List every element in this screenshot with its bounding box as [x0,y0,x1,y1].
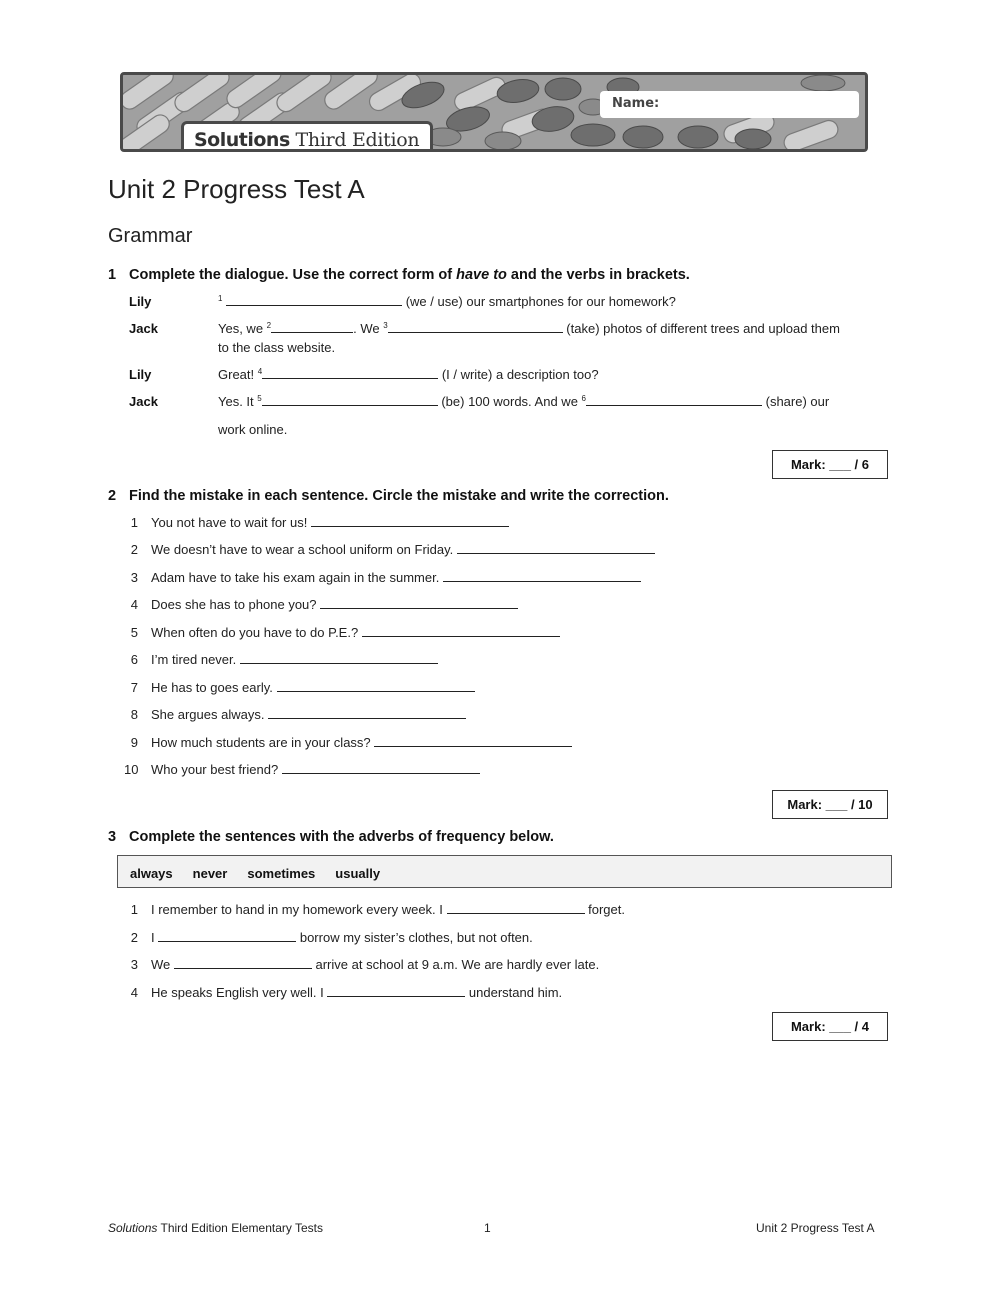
mistake-sentence [151,515,509,530]
gap-number: 2 [266,321,272,330]
header-banner [120,72,868,152]
sentence-text: He has to goes early. [151,680,273,695]
correction-blank[interactable] [374,735,572,747]
correction-blank[interactable] [240,652,438,664]
exercise-3-number: 3 [108,829,117,845]
item-number: 3 [130,570,138,585]
mistake-sentence [151,652,438,667]
correction-blank[interactable] [268,707,466,719]
item-number: 2 [130,930,138,945]
adverb-blank[interactable] [327,985,465,997]
mistake-sentence [151,762,480,777]
correction-blank[interactable] [282,762,480,774]
brand-tab [181,121,433,152]
page-number: 1 [484,1221,491,1235]
dialogue-speaker: Jack [129,321,158,336]
dialogue-text: (take) photos of different trees and upload them [562,321,840,336]
dialogue-text: (I / write) a description too? [438,367,599,382]
exercise-2-instruction [108,488,669,504]
footer-brand: Solutions [108,1221,158,1235]
correction-blank[interactable] [277,680,475,692]
dialogue-line-2-cont: to the class website. [218,340,336,355]
exercise-1-number: 1 [108,267,117,283]
sentence-text: borrow my sister’s clothes, but not often. [296,930,533,945]
correction-blank[interactable] [362,625,560,637]
sentence-text: You not have to wait for us! [151,515,308,530]
name-label: Name: [612,96,660,111]
page-title: Unit 2 Progress Test A [108,174,365,204]
dialogue-text: (share) our [762,394,830,409]
sentence-text: I [151,930,159,945]
sentence-text: I’m tired never. [151,652,237,667]
dialogue-line-1 [218,294,676,309]
mistake-sentence [151,680,475,695]
sentence-text: Does she has to phone you? [151,597,317,612]
exercise-2-number: 2 [108,488,117,504]
sentence-text: arrive at school at 9 a.m. We are hardly ever late. [311,957,600,972]
dialogue-line-2 [218,321,840,336]
name-field[interactable] [600,91,859,118]
mistake-sentence [151,542,655,557]
item-number: 7 [130,680,138,695]
dialogue-line-4 [218,394,829,409]
sentence-text: He speaks English very well. I [151,985,328,1000]
answer-blank[interactable] [262,367,438,379]
dialogue-line-3 [218,367,599,382]
item-number: 5 [130,625,138,640]
adverb-sentence [151,957,599,972]
exercise-3-text: Complete the sentences with the adverbs of frequency below. [129,829,554,845]
gap-number: 5 [257,394,262,403]
adverb-sentence [151,985,562,1000]
exercise-2-text: Find the mistake in each sentence. Circle the mistake and write the correction. [129,488,669,504]
sentence-text: She argues always. [151,707,265,722]
dialogue-speaker: Lily [129,367,152,382]
sentence-text: forget. [584,902,625,917]
exercise-1-text-b: and the verbs in brackets. [506,267,690,283]
sentence-text: understand him. [465,985,563,1000]
dialogue-text: (we / use) our smartphones for our homework? [402,294,676,309]
item-number: 1 [130,902,138,917]
adverb-blank[interactable] [447,902,585,914]
adverb-blank[interactable] [174,957,312,969]
item-number: 2 [130,542,138,557]
sentence-text: We doesn’t have to wear a school uniform on Friday. [151,542,454,557]
footer-right: Unit 2 Progress Test A [756,1221,875,1235]
word-usually: usually [335,866,381,881]
gap-number: 3 [383,321,388,330]
dialogue-text: Great! [218,367,258,382]
answer-blank[interactable] [262,394,438,406]
correction-blank[interactable] [311,515,509,527]
brand-edition: Third Edition [289,129,420,151]
item-number: 3 [130,957,138,972]
adverb-blank[interactable] [158,930,296,942]
item-number: 6 [130,652,138,667]
word-box [117,855,892,888]
mistake-sentence [151,570,641,585]
dialogue-text: Yes. It [218,394,258,409]
footer-edition: Third Edition Elementary Tests [157,1221,324,1235]
item-number: 1 [130,515,138,530]
dialogue-speaker: Jack [129,394,158,409]
dialogue-speaker: Lily [129,294,152,309]
answer-blank[interactable] [226,294,402,306]
mistake-sentence [151,735,572,750]
exercise-1-text-em: have to [456,267,507,283]
mistake-sentence [151,707,466,722]
word-never: never [192,866,228,881]
exercise-3-instruction [108,829,554,845]
mistake-sentence [151,597,518,612]
dialogue-text: (be) 100 words. And we [437,394,582,409]
correction-blank[interactable] [457,542,655,554]
exercise-1-instruction [108,267,690,283]
sentence-text: Adam have to take his exam again in the summer. [151,570,440,585]
gap-number: 1 [218,294,223,303]
section-title: Grammar [108,225,193,247]
word-always: always [130,866,173,881]
adverb-sentence [151,930,533,945]
dialogue-line-4-cont: work online. [218,422,288,437]
answer-blank[interactable] [586,394,762,406]
sentence-text: When often do you have to do P.E.? [151,625,359,640]
answer-blank[interactable] [388,321,563,333]
correction-blank[interactable] [320,597,518,609]
item-number: 4 [130,597,138,612]
footer-left [108,1221,323,1235]
mistake-sentence [151,625,560,640]
item-number: 4 [130,985,138,1000]
mark-box-1: Mark: ___ / 6 [772,450,888,479]
item-number: 10 [124,762,139,777]
gap-number: 6 [581,394,586,403]
mark-box-3: Mark: ___ / 4 [772,1012,888,1041]
gap-number: 4 [257,367,263,376]
answer-blank[interactable] [271,321,353,333]
dialogue-text: Yes, we [218,321,267,336]
sentence-text: We [151,957,174,972]
exercise-1-text-a: Complete the dialogue. Use the correct form of [129,267,457,283]
correction-blank[interactable] [443,570,641,582]
item-number: 8 [130,707,138,722]
dialogue-text: . We [353,321,384,336]
mark-box-2: Mark: ___ / 10 [772,790,888,819]
sentence-text: How much students are in your class? [151,735,371,750]
adverb-sentence [151,902,625,917]
sentence-text: Who your best friend? [151,762,279,777]
brand-name: Solutions [194,129,290,151]
word-sometimes: sometimes [247,866,316,881]
sentence-text: I remember to hand in my homework every week. I [151,902,447,917]
item-number: 9 [130,735,138,750]
